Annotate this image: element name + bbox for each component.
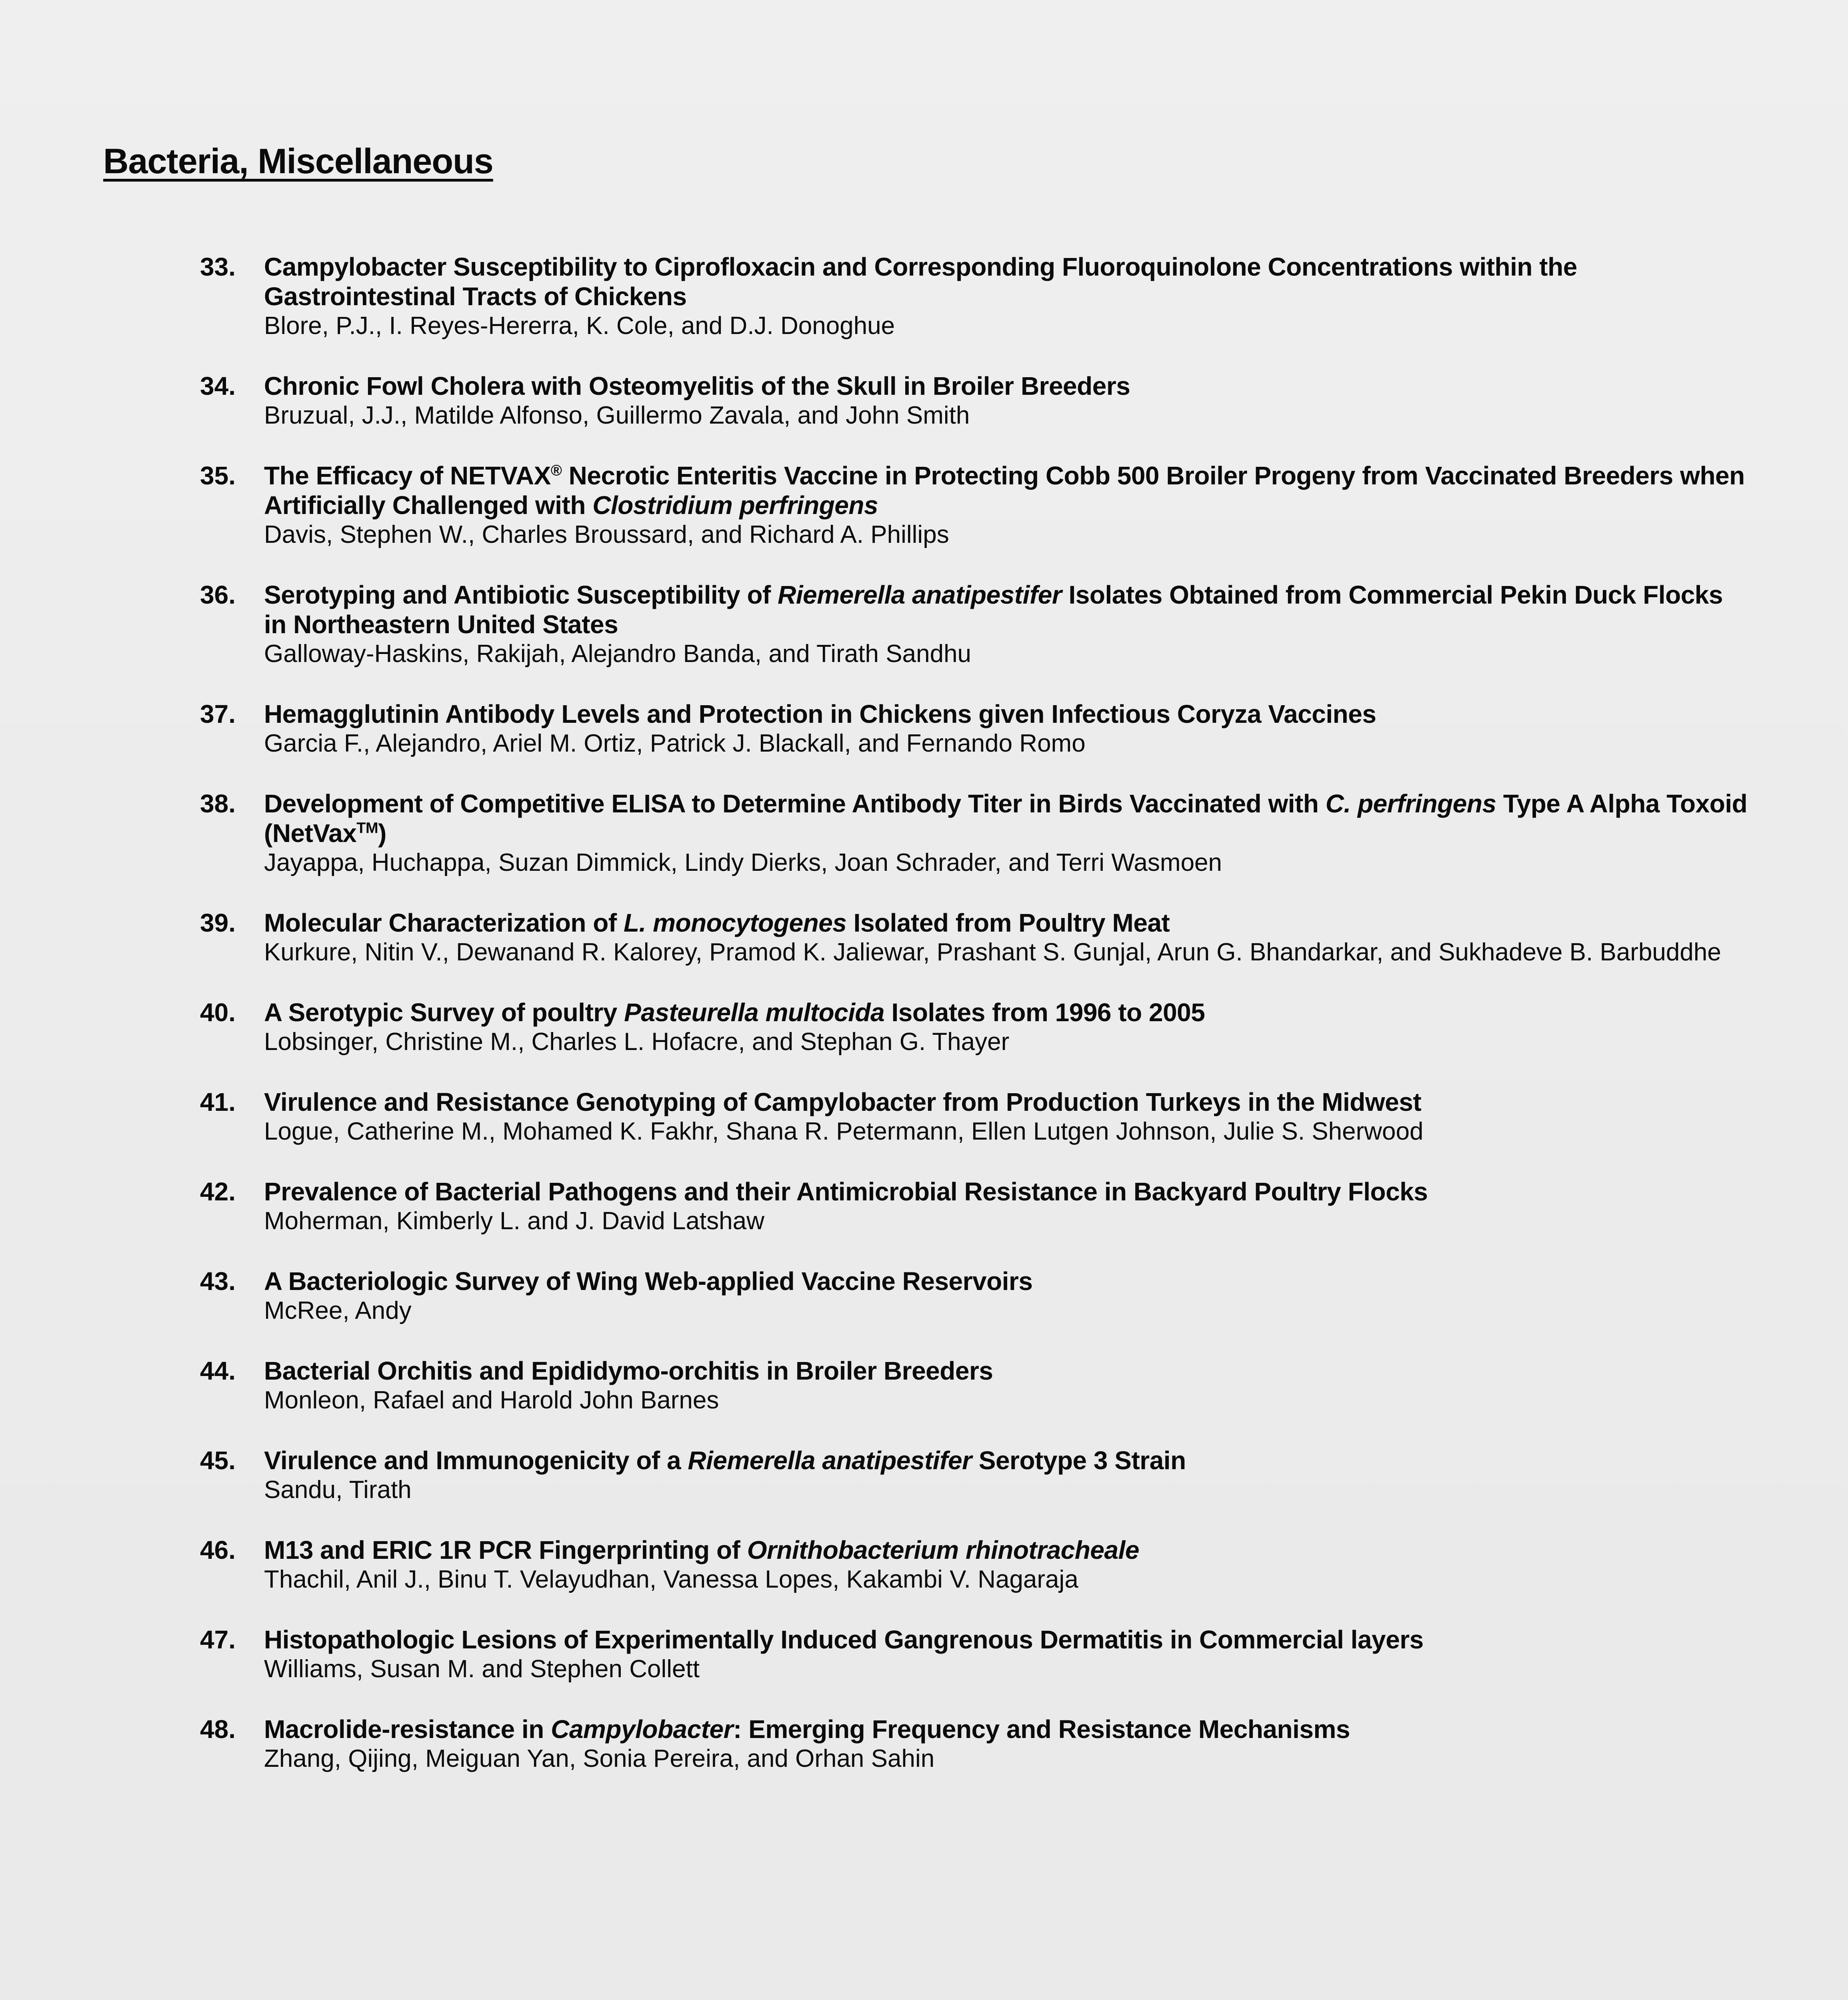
list-item [192,1356,1752,1415]
title-text: ) [378,819,386,848]
entry-number: 36. [200,580,236,609]
list-item [192,998,1752,1057]
entry-number: 33. [200,252,236,281]
entry-title [264,252,1752,311]
species-name: Riemerella anatipestifer [688,1446,972,1475]
entry-authors: Sandu, Tirath [264,1476,412,1504]
entry-authors: Jayappa, Huchappa, Suzan Dimmick, Lindy Dierks, Joan Schrader, and Terri Wasmoen [264,849,1222,876]
entry-authors: Zhang, Qijing, Meiguan Yan, Sonia Pereira, and Orhan Sahin [264,1745,935,1772]
species-name: Campylobacter [551,1715,734,1744]
title-text: Isolates from 1996 to 2005 [884,998,1205,1027]
entry-number: 39. [200,908,236,937]
superscript-mark: ® [550,462,562,479]
title-text: Isolates Obtained from Commercial Pekin Duck Flocks in Northeastern United States [264,580,1723,639]
species-name: L. monocytogenes [623,908,847,937]
entry-title [264,580,1752,639]
entry-number: 45. [200,1446,236,1475]
title-text: A Bacteriologic Survey of Wing Web-applied Vaccine Reservoirs [264,1267,1033,1296]
title-text: Virulence and Resistance Genotyping of Campylobacter from Production Turkeys in the Midwest [264,1088,1422,1116]
entry-number: 46. [200,1536,236,1564]
entry-authors: Davis, Stephen W., Charles Broussard, and Richard A. Phillips [264,521,949,548]
entry-number: 42. [200,1177,236,1206]
species-name: Pasteurella multocida [624,998,885,1027]
title-text: Type A Alpha Toxoid (NetVax [264,789,1748,848]
superscript-mark: TM [356,820,378,837]
entry-title [264,789,1752,848]
entry-authors: Bruzual, J.J., Matilde Alfonso, Guillermo Zavala, and John Smith [264,402,970,429]
entry-number: 44. [200,1356,236,1385]
list-item [192,789,1752,878]
title-text: : Emerging Frequency and Resistance Mechanisms [733,1715,1350,1744]
list-item [192,1535,1752,1594]
species-name: Riemerella anatipestifer [778,580,1062,609]
entry-authors: Lobsinger, Christine M., Charles L. Hofacre, and Stephan G. Thayer [264,1028,1010,1056]
entry-title [264,1177,1752,1206]
entry-number: 37. [200,700,236,728]
entry-title [264,1535,1752,1565]
title-text: Virulence and Immunogenicity of a [264,1446,688,1475]
title-text: Serotype 3 Strain [972,1446,1186,1475]
entry-authors: Monleon, Rafael and Harold John Barnes [264,1386,719,1414]
species-name: Ornithobacterium rhinotracheale [747,1536,1139,1564]
title-text: M13 and ERIC 1R PCR Fingerprinting of [264,1536,747,1564]
title-text: Molecular Characterization of [264,908,624,937]
title-text: The Efficacy of NETVAX [264,461,551,490]
entry-authors: Williams, Susan M. and Stephen Collett [264,1655,700,1683]
entry-authors: McRee, Andy [264,1297,412,1324]
title-text: Hemagglutinin Antibody Levels and Protection in Chickens given Infectious Coryza Vaccines [264,700,1376,728]
entry-authors: Garcia F., Alejandro, Ariel M. Ortiz, Patrick J. Blackall, and Fernando Romo [264,730,1086,757]
entry-authors: Logue, Catherine M., Mohamed K. Fakhr, Shana R. Petermann, Ellen Lutgen Johnson, Julie S. Sherwood [264,1118,1424,1145]
title-text: Chronic Fowl Cholera with Osteomyelitis of the Skull in Broiler Breeders [264,372,1130,400]
list-item [192,461,1752,550]
entry-authors: Kurkure, Nitin V., Dewanand R. Kalorey, Pramod K. Jaliewar, Prashant S. Gunjal, Arun G. Bhandarkar, and Sukhadeve B. Barbuddhe [264,938,1721,966]
entry-authors: Galloway-Haskins, Rakijah, Alejandro Banda, and Tirath Sandhu [264,640,972,668]
list-item [192,252,1752,341]
entry-number: 47. [200,1625,236,1654]
species-name: C. perfringens [1325,789,1496,818]
entry-number: 40. [200,998,236,1027]
list-item [192,580,1752,669]
entry-title [264,998,1752,1027]
entry-number: 48. [200,1715,236,1744]
entry-title [264,1087,1752,1117]
entry-authors: Blore, P.J., I. Reyes-Hererra, K. Cole, and D.J. Donoghue [264,312,895,340]
title-text: A Serotypic Survey of poultry [264,998,624,1027]
list-item [192,1714,1752,1774]
title-text: Prevalence of Bacterial Pathogens and their Antimicrobial Resistance in Backyard Poultry Flocks [264,1177,1428,1206]
entry-number: 43. [200,1267,236,1296]
entry-title [264,1446,1752,1475]
list-item [192,1266,1752,1326]
entry-title [264,461,1752,520]
title-text: Development of Competitive ELISA to Determine Antibody Titer in Birds Vaccinated with [264,789,1326,818]
title-text: Campylobacter Susceptibility to Ciprofloxacin and Corresponding Fluoroquinolone Concentrations within the Gastrointestinal Tracts of Chickens [264,252,1577,311]
title-text: Necrotic Enteritis Vaccine in Protecting Cobb 500 Broiler Progeny from Vaccinated Breeders when Artificially Challenged with [264,461,1745,520]
species-name: Clostridium perfringens [592,491,878,520]
entry-title [264,371,1752,401]
section-heading: Bacteria, Miscellaneous [103,141,493,181]
list-item [192,1625,1752,1684]
title-text: Serotyping and Antibiotic Susceptibility of [264,580,778,609]
list-item [192,699,1752,758]
entry-number: 41. [200,1088,236,1116]
entry-authors: Moherman, Kimberly L. and J. David Latshaw [264,1207,764,1235]
list-item [192,371,1752,430]
title-text: Bacterial Orchitis and Epididymo-orchitis in Broiler Breeders [264,1356,993,1385]
title-text: Macrolide-resistance in [264,1715,551,1744]
entry-number: 38. [200,789,236,818]
entry-title [264,1266,1752,1296]
entry-number: 34. [200,372,236,400]
list-item [192,1446,1752,1505]
abstract-list [192,252,1752,1804]
list-item [192,908,1752,967]
title-text: Histopathologic Lesions of Experimentally Induced Gangrenous Dermatitis in Commercial layers [264,1625,1424,1654]
entry-title [264,908,1752,938]
entry-title [264,1356,1752,1386]
list-item [192,1087,1752,1146]
entry-title [264,1714,1752,1744]
entry-title [264,1625,1752,1654]
entry-number: 35. [200,461,236,490]
entry-authors: Thachil, Anil J., Binu T. Velayudhan, Vanessa Lopes, Kakambi V. Nagaraja [264,1566,1078,1593]
title-text: Isolated from Poultry Meat [846,908,1170,937]
entry-title [264,699,1752,729]
list-item [192,1177,1752,1236]
